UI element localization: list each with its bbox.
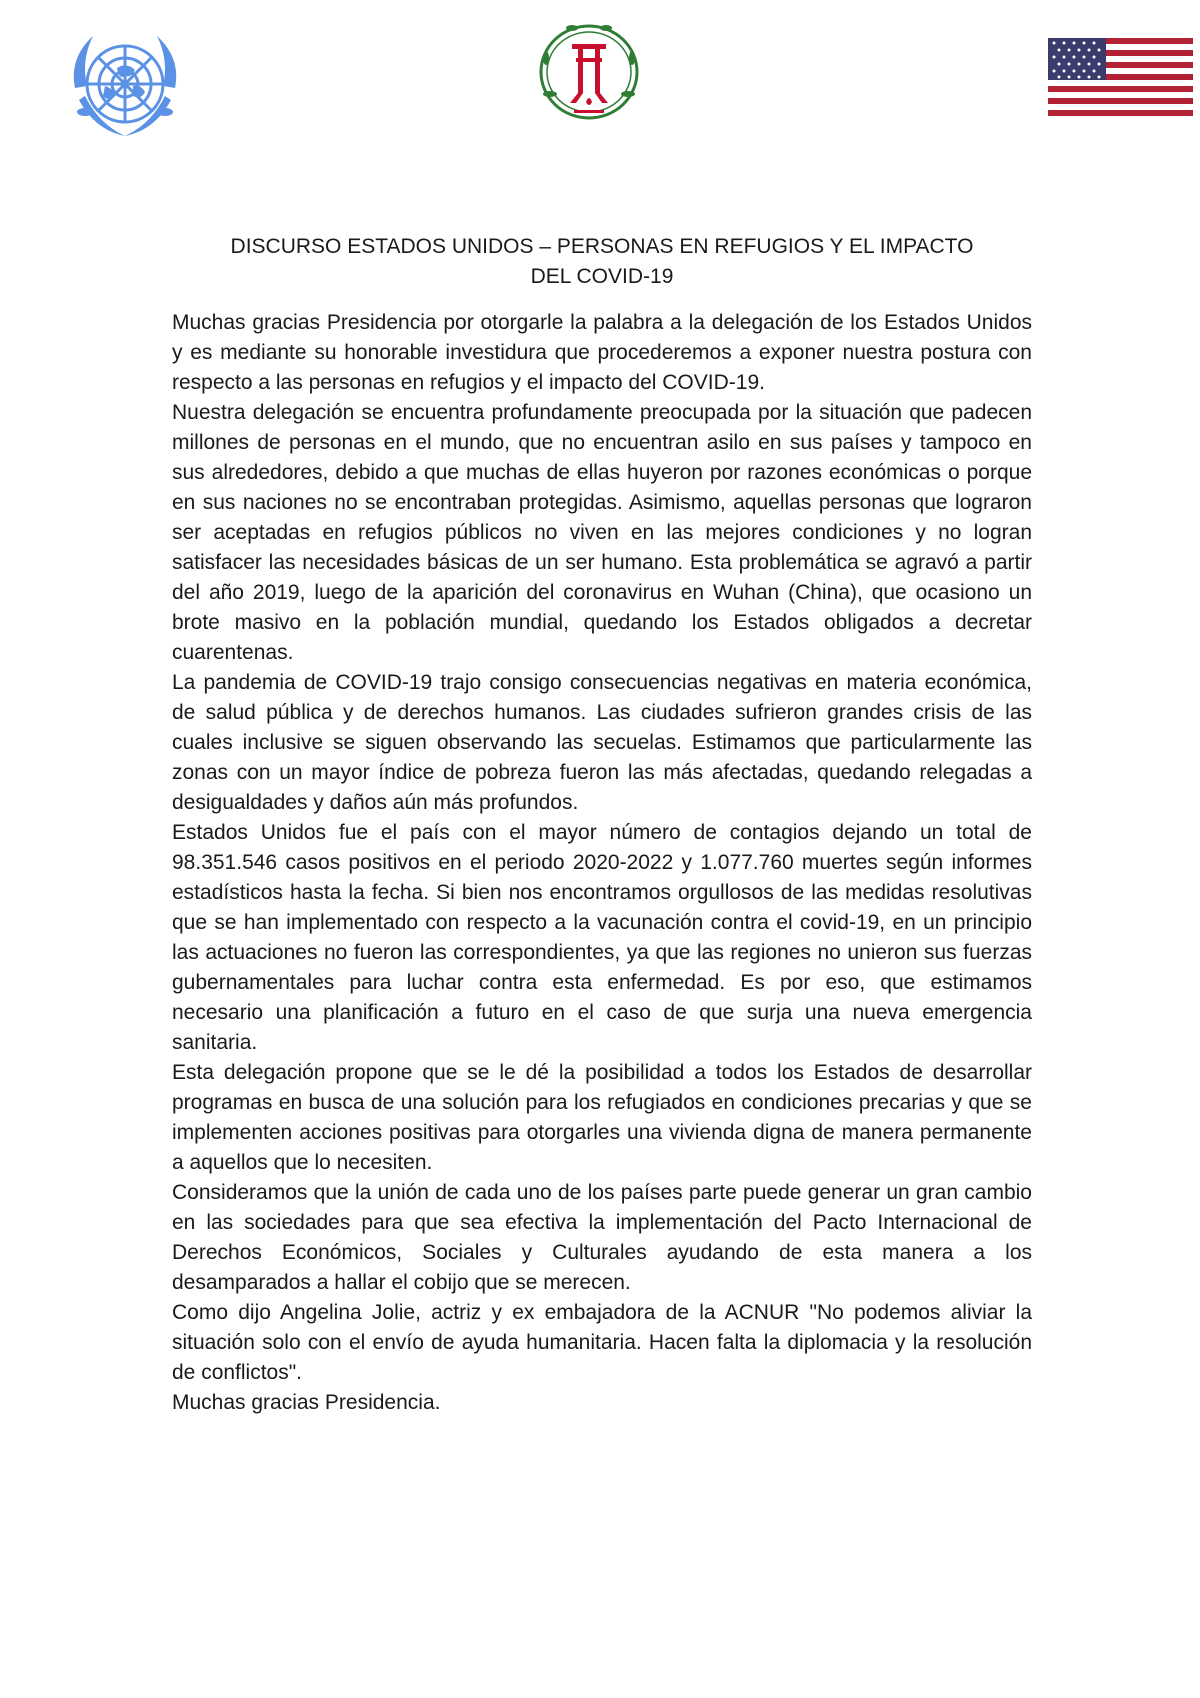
paragraph-opening: Muchas gracias Presidencia por otorgarle la palabra a la delegación de los Estados Unidos y es mediante su honorable investidura que procederemos a exponer nuestra postura con respecto a las personas en refugios y el impacto del COVID-19. (172, 311, 1032, 394)
paragraph-statistics: Estados Unidos fue el país con el mayor número de contagios dejando un total de 98.351.546 casos positivos en el periodo 2020-2022 y 1.077.760 muertes según informes estadísticos hasta la fecha. Si bien nos encontramos orgullosos de las medidas resolutivas que se han implementado con respecto a la vacunación contra el covid-19, en un principio las actuaciones no fueron las correspondientes, ya que las regiones no unieron sus fuerzas gubernamentales para luchar contra esta enfermedad. Es por eso, que estimamos necesario una planificación a futuro en el caso de que surja una nueva emergencia sanitaria. (172, 821, 1032, 1054)
speech-title (172, 232, 1032, 292)
us-flag-icon (1048, 38, 1193, 116)
closing-line: Muchas gracias Presidencia. (172, 1391, 441, 1414)
paragraph-proposal: Esta delegación propone que se le dé la posibilidad a todos los Estados de desarrollar programas en busca de una solución para los refugiados en condiciones precarias y que se implementen acciones positivas para otorgarles una vivienda digna de manera permanente a aquellos que lo necesiten. (172, 1061, 1032, 1174)
paragraph-pandemic: La pandemia de COVID-19 trajo consigo consecuencias negativas en materia económica, de salud pública y de derechos humanos. Las ciudades sufrieron grandes crisis de las cuales inclusive se siguen observando las secuelas. Estimamos que particularmente las zonas con un mayor índice de pobreza fueron las más afectadas, quedando relegadas a desigualdades y daños aún más profundos. (172, 671, 1032, 814)
paragraph-quote: Como dijo Angelina Jolie, actriz y ex embajadora de la ACNUR "No podemos aliviar la situación solo con el envío de ayuda humanitaria. Hacen falta la diplomacia y la resolución de conflictos". (172, 1301, 1032, 1384)
speech-document (172, 232, 1032, 1418)
title-line-1: DISCURSO ESTADOS UNIDOS – PERSONAS EN REFUGIOS Y EL IMPACTO (230, 235, 974, 258)
un-emblem-icon (55, 28, 195, 146)
paragraph-union: Consideramos que la unión de cada uno de los países parte puede generar un gran cambio en las sociedades para que sea efectiva la implementación del Pacto Internacional de Derechos Económicos, Sociales y Culturales ayudando de esta manera a los desamparados a hallar el cobijo que se merecen. (172, 1181, 1032, 1294)
crest-icon (532, 18, 646, 126)
title-line-2: DEL COVID-19 (530, 265, 674, 288)
paragraph-concern: Nuestra delegación se encuentra profundamente preocupada por la situación que padecen millones de personas en el mundo, que no encuentran asilo en sus países y tampoco en sus alrededores, debido a que muchas de ellas huyeron por razones económicas o porque en sus naciones no se encontraban protegidas. Asimismo, aquellas personas que lograron ser aceptadas en refugios públicos no viven en las mejores condiciones y no logran satisfacer las necesidades básicas de un ser humano. Esta problemática se agravó a partir del año 2019, luego de la aparición del coronavirus en Wuhan (China), que ocasiono un brote masivo en la población mundial, quedando los Estados obligados a decretar cuarentenas. (172, 401, 1032, 664)
